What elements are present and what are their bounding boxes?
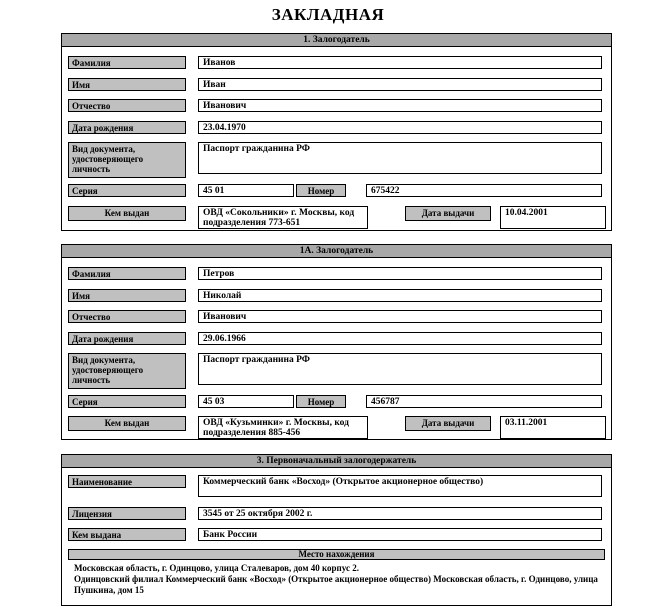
section-initial-pledgee <box>61 454 612 606</box>
doc-type-label: Вид документа, удостоверяющего личность <box>68 142 186 178</box>
birthdate-field[interactable]: 29.06.1966 <box>198 332 602 345</box>
location-header: Место нахождения <box>68 549 605 560</box>
birthdate-label: Дата рождения <box>68 121 186 134</box>
number-label: Номер <box>296 395 346 408</box>
name-field[interactable]: Николай <box>198 289 602 302</box>
location-line-1: Московская область, г. Одинцово, улица Сталеваров, дом 40 корпус 2. <box>74 563 359 573</box>
series-field[interactable]: 45 03 <box>198 395 294 408</box>
birthdate-field[interactable]: 23.04.1970 <box>198 121 602 134</box>
license-issuer-label: Кем выдана <box>68 528 186 541</box>
series-label: Серия <box>68 395 186 408</box>
number-field[interactable]: 675422 <box>366 184 602 197</box>
issue-date-field[interactable]: 10.04.2001 <box>500 206 606 229</box>
issued-by-field[interactable]: ОВД «Кузьминки» г. Москвы, код подразделения 885-456 <box>198 416 368 439</box>
doc-type-label: Вид документа, удостоверяющего личность <box>68 353 186 389</box>
section-header: 3. Первоначальный залогодержатель <box>62 455 611 468</box>
name-label: Имя <box>68 78 186 91</box>
patronymic-field[interactable]: Иванович <box>198 310 602 323</box>
license-field[interactable]: 3545 от 25 октября 2002 г. <box>198 507 602 520</box>
surname-field[interactable]: Петров <box>198 267 602 280</box>
number-label: Номер <box>296 184 346 197</box>
name-label: Имя <box>68 289 186 302</box>
patronymic-field[interactable]: Иванович <box>198 99 602 112</box>
issued-by-label: Кем выдан <box>68 416 186 431</box>
license-issuer-field[interactable]: Банк России <box>198 528 602 541</box>
number-field[interactable]: 456787 <box>366 395 602 408</box>
section-header: 1А. Залогодатель <box>62 245 611 258</box>
document-title: ЗАКЛАДНАЯ <box>271 5 385 24</box>
bank-name-label: Наименование <box>68 475 186 488</box>
license-label: Лицензия <box>68 507 186 520</box>
issue-date-field[interactable]: 03.11.2001 <box>500 416 606 439</box>
issue-date-label: Дата выдачи <box>405 416 491 431</box>
patronymic-label: Отчество <box>68 99 186 112</box>
section-pledger-1 <box>61 33 612 231</box>
surname-label: Фамилия <box>68 267 186 280</box>
section-header: 1. Залогодатель <box>62 34 611 47</box>
bank-name-field[interactable]: Коммерческий банк «Восход» (Открытое акционерное общество) <box>198 475 602 497</box>
doc-type-field[interactable]: Паспорт гражданина РФ <box>198 353 602 385</box>
surname-field[interactable]: Иванов <box>198 56 602 69</box>
name-field[interactable]: Иван <box>198 78 602 91</box>
issued-by-field[interactable]: ОВД «Сокольники» г. Москвы, код подразделения 773-651 <box>198 206 368 229</box>
series-label: Серия <box>68 184 186 197</box>
surname-label: Фамилия <box>68 56 186 69</box>
location-text <box>68 561 605 598</box>
series-field[interactable]: 45 01 <box>198 184 294 197</box>
birthdate-label: Дата рождения <box>68 332 186 345</box>
location-line-2: Одинцовский филиал Коммерческий банк «Восход» (Открытое акционерное общество) Московская область, г. Одинцово, улица Пушкина, дом 15 <box>74 574 598 595</box>
issue-date-label: Дата выдачи <box>405 206 491 221</box>
issued-by-label: Кем выдан <box>68 206 186 221</box>
doc-type-field[interactable]: Паспорт гражданина РФ <box>198 142 602 174</box>
patronymic-label: Отчество <box>68 310 186 323</box>
section-pledger-1a <box>61 244 612 440</box>
